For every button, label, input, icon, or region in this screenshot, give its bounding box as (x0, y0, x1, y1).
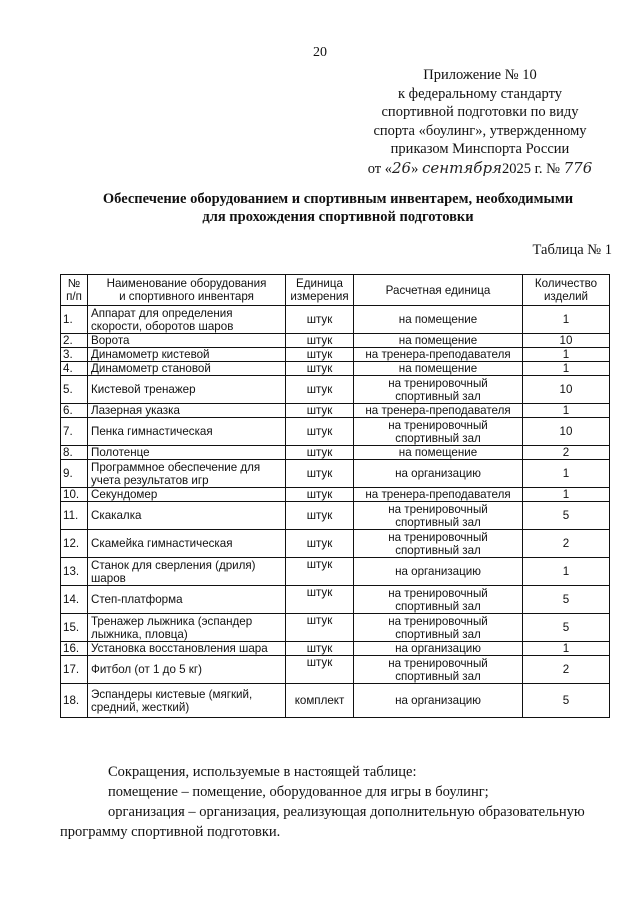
cell-calc: на тренировочный спортивный зал (354, 586, 523, 614)
table-header-row (61, 275, 610, 306)
cell-num: 3. (61, 348, 88, 362)
header-num: № п/п (61, 275, 88, 306)
date-mid: » (411, 160, 422, 177)
order-date-line (360, 159, 600, 179)
cell-num: 6. (61, 404, 88, 418)
table-row (61, 558, 610, 586)
cell-calc: на организацию (354, 460, 523, 488)
cell-name: Степ-платформа (88, 586, 286, 614)
cell-name: Установка восстановления шара (88, 642, 286, 656)
cell-name: Динамометр становой (88, 362, 286, 376)
cell-num: 12. (61, 530, 88, 558)
appendix-line: Приложение № 10 (423, 67, 537, 83)
cell-num: 9. (61, 460, 88, 488)
cell-calc: на организацию (354, 684, 523, 718)
cell-qty: 1 (523, 558, 610, 586)
cell-calc: на тренера-преподавателя (354, 488, 523, 502)
page-number: 20 (313, 45, 327, 60)
cell-name: Пенка гимнастическая (88, 418, 286, 446)
header-qty: Количество изделий (523, 275, 610, 306)
table-row (61, 446, 610, 460)
cell-name: Секундомер (88, 488, 286, 502)
table-row (61, 348, 610, 362)
cell-calc: на помещение (354, 362, 523, 376)
cell-num: 17. (61, 656, 88, 684)
notes-line-2: организация – организация, реализующая дополнительную образовательную (108, 804, 585, 820)
table-row (61, 334, 610, 348)
table-row (61, 684, 610, 718)
cell-unit: штук (286, 334, 354, 348)
cell-num: 5. (61, 376, 88, 404)
cell-unit: штук (286, 306, 354, 334)
cell-qty: 5 (523, 614, 610, 642)
cell-name: Станок для сверления (дриля) шаров (88, 558, 286, 586)
cell-name: Скакалка (88, 502, 286, 530)
header-calc: Расчетная единица (354, 275, 523, 306)
table-row (61, 656, 610, 684)
table-row (61, 586, 610, 614)
cell-name: Фитбол (от 1 до 5 кг) (88, 656, 286, 684)
table-row (61, 530, 610, 558)
order-number-handwritten: 776 (563, 158, 593, 177)
cell-calc: на помещение (354, 334, 523, 348)
table-row (61, 488, 610, 502)
cell-num: 16. (61, 642, 88, 656)
cell-unit: штук (286, 586, 354, 614)
cell-qty: 10 (523, 376, 610, 404)
date-year: 2025 г. № (501, 160, 564, 177)
table-row (61, 362, 610, 376)
cell-qty: 2 (523, 530, 610, 558)
header-unit: Единица измерения (286, 275, 354, 306)
table-row (61, 376, 610, 404)
equipment-table (60, 274, 610, 718)
cell-num: 14. (61, 586, 88, 614)
table-row (61, 614, 610, 642)
cell-qty: 5 (523, 586, 610, 614)
cell-calc: на организацию (354, 642, 523, 656)
cell-num: 15. (61, 614, 88, 642)
cell-num: 4. (61, 362, 88, 376)
table-row (61, 460, 610, 488)
cell-num: 18. (61, 684, 88, 718)
date-prefix: от « (367, 160, 392, 177)
cell-unit: штук (286, 446, 354, 460)
cell-unit: штук (286, 502, 354, 530)
cell-unit: комплект (286, 684, 354, 718)
cell-qty: 1 (523, 404, 610, 418)
notes-line-1: помещение – помещение, оборудованное для игры в боулинг; (108, 784, 489, 800)
cell-num: 2. (61, 334, 88, 348)
notes-section (60, 762, 616, 842)
cell-unit: штук (286, 558, 354, 586)
cell-num: 10. (61, 488, 88, 502)
cell-calc: на тренировочный спортивный зал (354, 656, 523, 684)
document-title (60, 190, 616, 226)
cell-num: 11. (61, 502, 88, 530)
cell-qty: 5 (523, 684, 610, 718)
cell-qty: 1 (523, 362, 610, 376)
cell-calc: на тренера-преподавателя (354, 348, 523, 362)
appendix-line: спортивной подготовки по виду (381, 104, 579, 120)
cell-name: Лазерная указка (88, 404, 286, 418)
appendix-header (360, 66, 600, 178)
header-name: Наименование оборудования и спортивного инвентаря (88, 275, 286, 306)
cell-calc: на тренера-преподавателя (354, 404, 523, 418)
cell-unit: штук (286, 362, 354, 376)
cell-num: 1. (61, 306, 88, 334)
cell-unit: штук (286, 348, 354, 362)
cell-qty: 10 (523, 334, 610, 348)
cell-name: Полотенце (88, 446, 286, 460)
cell-name: Кистевой тренажер (88, 376, 286, 404)
cell-calc: на тренировочный спортивный зал (354, 502, 523, 530)
cell-calc: на тренировочный спортивный зал (354, 376, 523, 404)
cell-qty: 1 (523, 460, 610, 488)
cell-calc: на помещение (354, 306, 523, 334)
appendix-line: приказом Минспорта России (390, 141, 570, 157)
cell-qty: 1 (523, 348, 610, 362)
cell-name: Тренажер лыжника (эспандер лыжника, пловца) (88, 614, 286, 642)
appendix-line: спорта «боулинг», утвержденному (373, 122, 587, 139)
cell-unit: штук (286, 488, 354, 502)
title-line-2: для прохождения спортивной подготовки (202, 209, 474, 225)
notes-intro: Сокращения, используемые в настоящей таблице: (108, 764, 417, 780)
cell-calc: на помещение (354, 446, 523, 460)
table-row (61, 642, 610, 656)
cell-unit: штук (286, 376, 354, 404)
cell-name: Программное обеспечение для учета результатов игр (88, 460, 286, 488)
cell-num: 8. (61, 446, 88, 460)
cell-calc: на тренировочный спортивный зал (354, 614, 523, 642)
cell-unit: штук (286, 614, 354, 642)
cell-num: 7. (61, 418, 88, 446)
date-month-handwritten: сентября (421, 158, 502, 177)
cell-calc: на организацию (354, 558, 523, 586)
cell-unit: штук (286, 530, 354, 558)
cell-unit: штук (286, 404, 354, 418)
cell-unit: штук (286, 642, 354, 656)
cell-qty: 1 (523, 642, 610, 656)
cell-qty: 2 (523, 656, 610, 684)
cell-calc: на тренировочный спортивный зал (354, 530, 523, 558)
cell-qty: 2 (523, 446, 610, 460)
table-row (61, 502, 610, 530)
date-day-handwritten: 26 (392, 158, 412, 177)
cell-name: Эспандеры кистевые (мягкий, средний, жесткий) (88, 684, 286, 718)
cell-unit: штук (286, 656, 354, 684)
table-label: Таблица № 1 (532, 242, 612, 258)
cell-name: Скамейка гимнастическая (88, 530, 286, 558)
cell-name: Ворота (88, 334, 286, 348)
cell-qty: 10 (523, 418, 610, 446)
table-row (61, 404, 610, 418)
cell-calc: на тренировочный спортивный зал (354, 418, 523, 446)
notes-line-3: программу спортивной подготовки. (60, 824, 281, 840)
cell-num: 13. (61, 558, 88, 586)
cell-name: Динамометр кистевой (88, 348, 286, 362)
cell-unit: штук (286, 418, 354, 446)
cell-name: Аппарат для определения скорости, оборотов шаров (88, 306, 286, 334)
table-row (61, 418, 610, 446)
cell-qty: 1 (523, 306, 610, 334)
appendix-line: к федеральному стандарту (398, 85, 562, 102)
title-line-1: Обеспечение оборудованием и спортивным инвентарем, необходимыми (102, 191, 574, 207)
table-row (61, 306, 610, 334)
cell-qty: 5 (523, 502, 610, 530)
cell-unit: штук (286, 460, 354, 488)
cell-qty: 1 (523, 488, 610, 502)
